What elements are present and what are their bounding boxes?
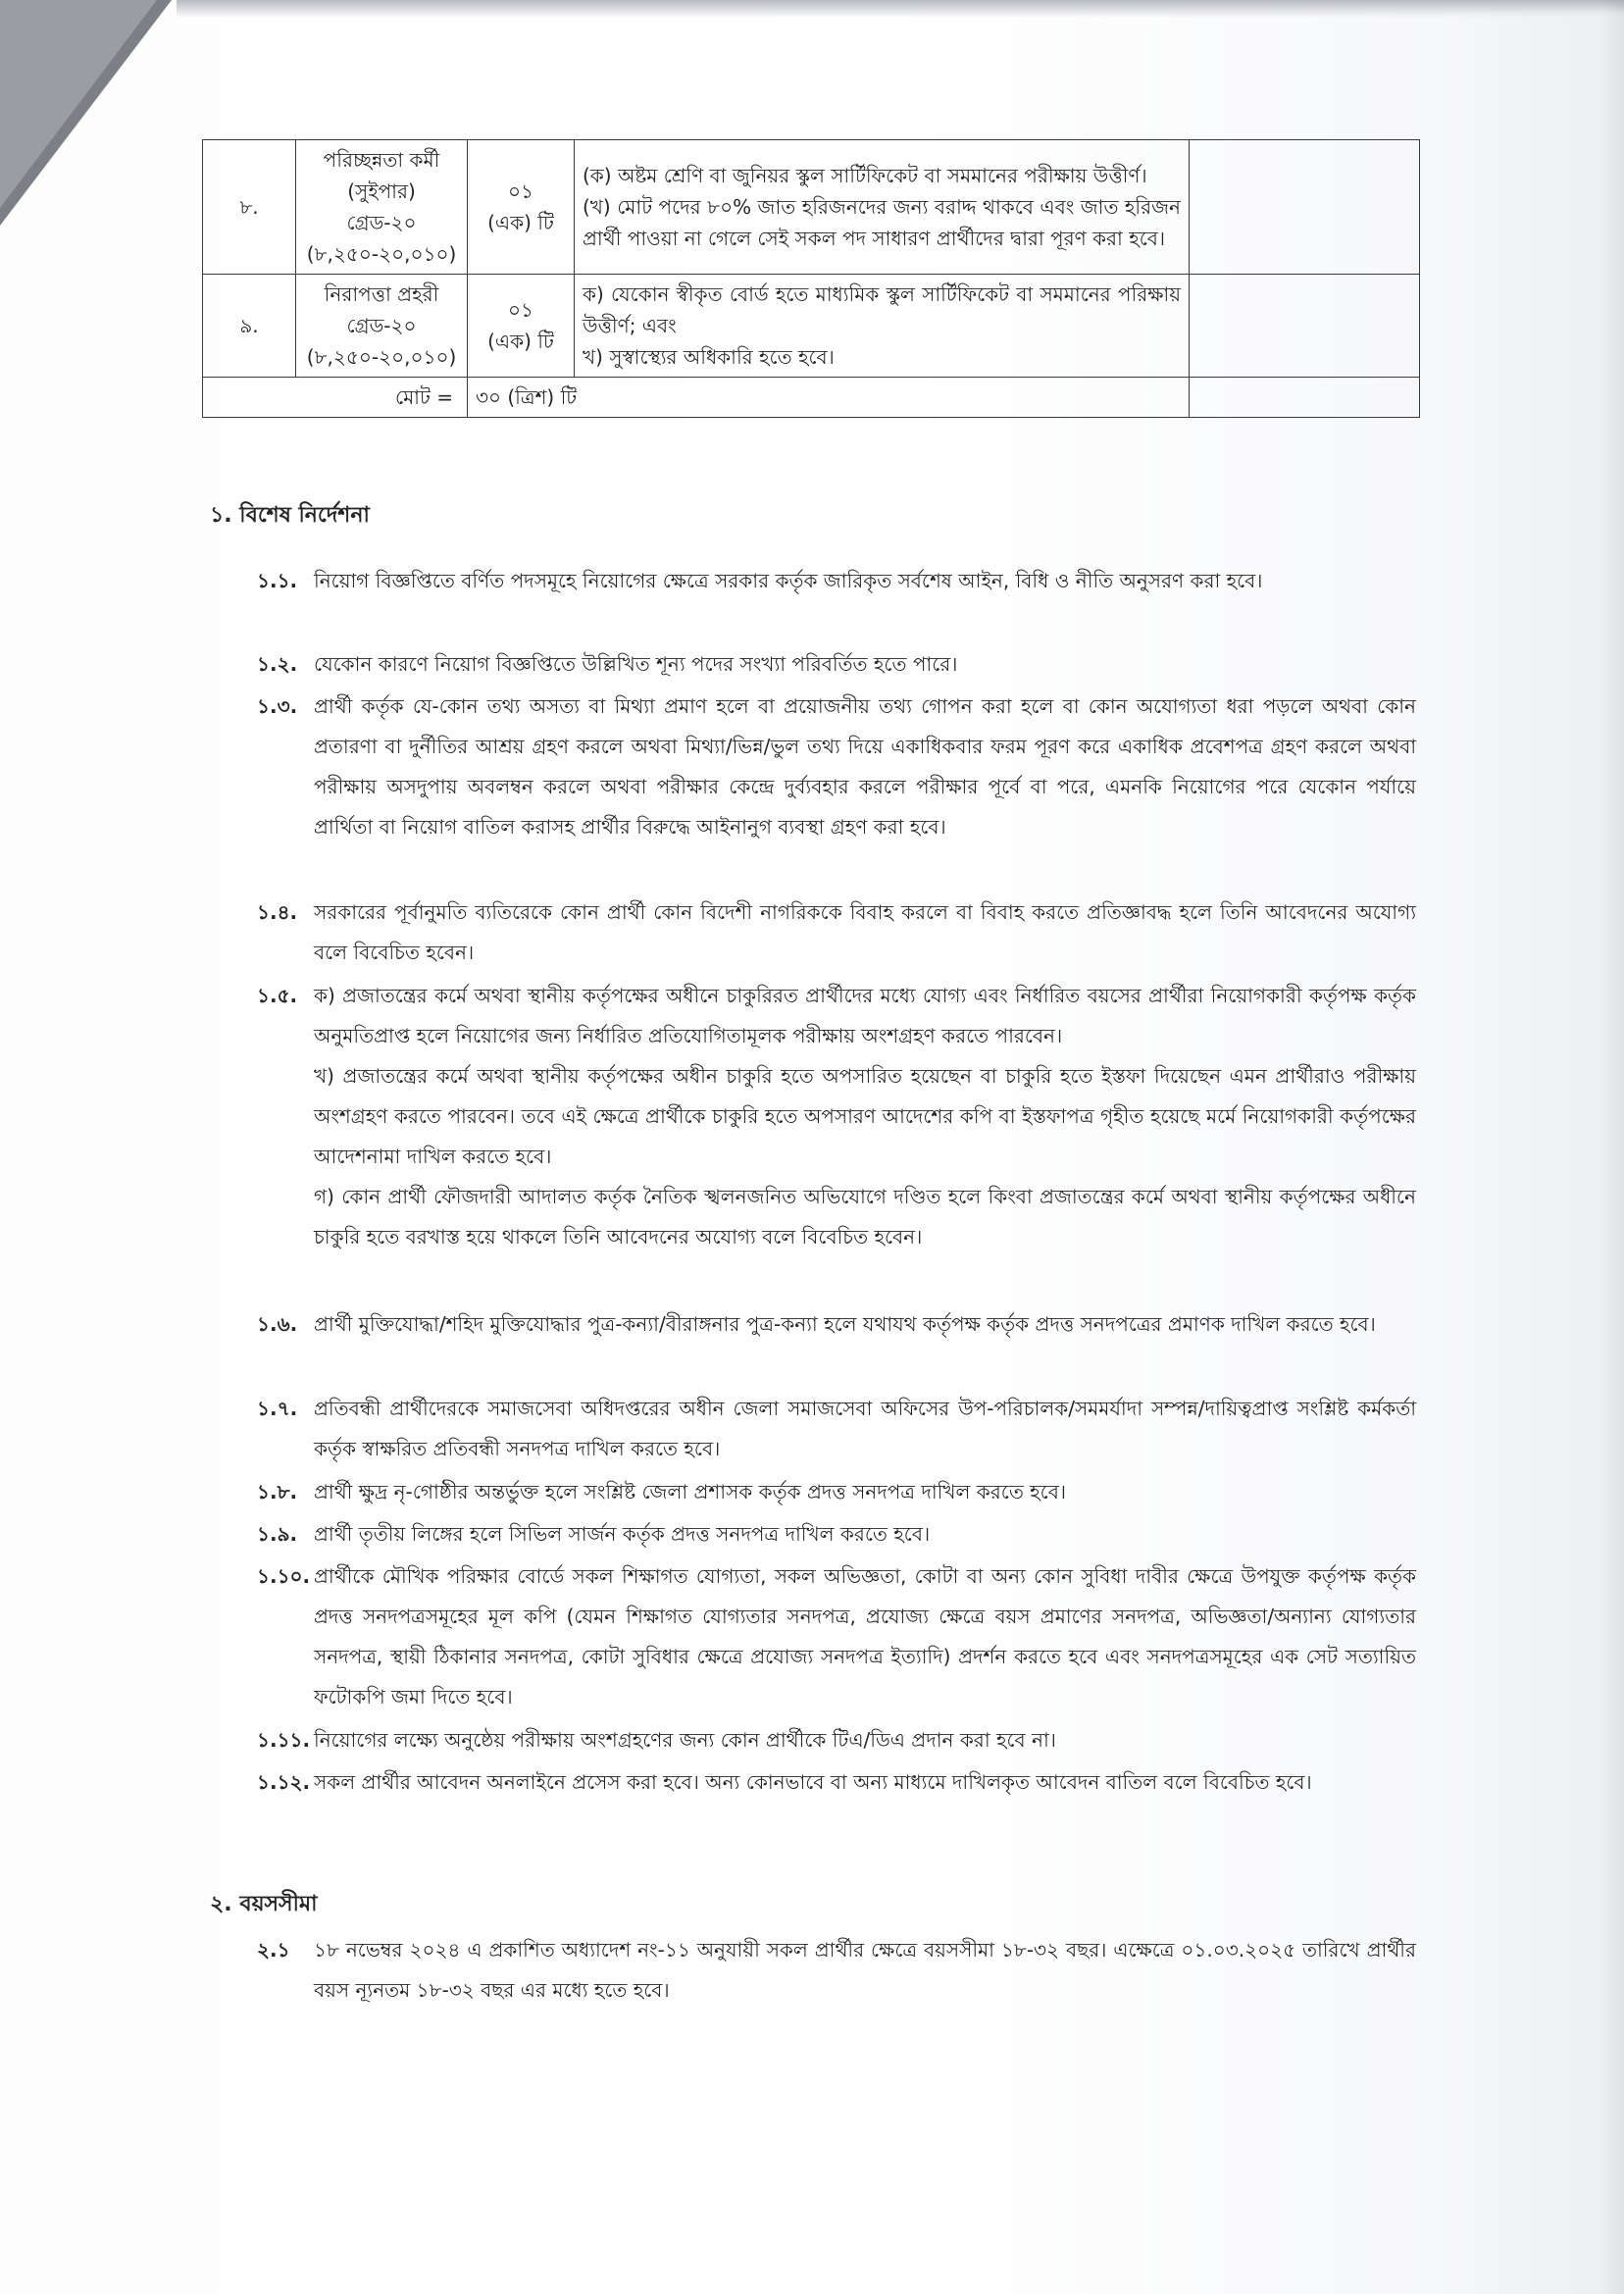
qualification-line: খ) সুস্বাস্থ্যের অধিকারি হতে হবে। bbox=[583, 345, 835, 369]
top-edge-shadow bbox=[177, 0, 1624, 18]
list-item bbox=[257, 1389, 1416, 1469]
item-text: নিয়োগ বিজ্ঞপ্তিতে বর্ণিত পদসমূহে নিয়োগের ক্ষেত্রে সরকার কর্তৃক জারিকৃত সর্বশেষ আইন, বিধি ও নীতি অনুসরণ করা হবে। bbox=[314, 569, 1263, 592]
item-number: ১.১. bbox=[257, 569, 298, 592]
empty-cell bbox=[1190, 275, 1420, 378]
folded-corner-inner bbox=[0, 0, 157, 208]
item-text: প্রার্থী ক্ষুদ্র নৃ-গোষ্ঠীর অন্তর্ভুক্ত হলে সংশ্লিষ্ট জেলা প্রশাসক কর্তৃক প্রদত্ত সনদপত্র দাখিল করতে হবে। bbox=[314, 1480, 1067, 1504]
empty-cell bbox=[1190, 140, 1420, 275]
item-number: ১.৮. bbox=[257, 1480, 298, 1504]
item-text: প্রার্থী তৃতীয় লিঙ্গের হলে সিভিল সার্জন কর্তৃক প্রদত্ত সনদপত্র দাখিল করতে হবে। bbox=[314, 1522, 931, 1546]
list-item bbox=[257, 1762, 1416, 1803]
total-label: মোট = bbox=[203, 378, 468, 418]
total-value: ৩০ (ত্রিশ) টি bbox=[468, 378, 1190, 418]
post-cell bbox=[296, 140, 468, 275]
count-line: (এক) টি bbox=[487, 211, 554, 234]
qualification-line: (ক) অষ্টম শ্রেণি বা জুনিয়র স্কুল সার্টিফিকেট বা সমমানের পরীক্ষায় উত্তীর্ণ। bbox=[583, 164, 1147, 187]
section-title: ১. বিশেষ নির্দেশনা bbox=[210, 503, 370, 528]
post-cell bbox=[296, 275, 468, 378]
item-number: ১.২. bbox=[257, 652, 298, 676]
qualification-cell bbox=[575, 140, 1190, 275]
count-line: ০১ bbox=[508, 298, 533, 322]
item-number: ১.১১. bbox=[257, 1728, 311, 1752]
qualification-line: ক) যেকোন স্বীকৃত বোর্ড হতে মাধ্যমিক স্কুল সার্টিফিকেট বা সমমানের পরিক্ষায় উত্তীর্ণ; এবং bbox=[583, 282, 1181, 337]
item-number: ১.৫. bbox=[257, 984, 298, 1007]
item-text: সকল প্রার্থীর আবেদন অনলাইনে প্রসেস করা হবে। অন্য কোনভাবে বা অন্য মাধ্যমে দাখিলকৃত আবেদন বাতিল বলে বিবেচিত হবে। bbox=[314, 1770, 1312, 1794]
item-text: ক) প্রজাতন্ত্রের কর্মে অথবা স্থানীয় কর্তৃপক্ষের অধীনে চাকুরিরত প্রার্থীদের মধ্যে যোগ্য এবং নির্ধারিত বয়সের প্রার্থীরা নিয়োগকারী কর্তৃপক্ষ কর্তৃক অনুমতিপ্রাপ্ত হলে নিয়োগের জন্য নির্ধারিত প্রতিযোগিতামূলক পরীক্ষায় অংশগ্রহণ করতে পারবেন। bbox=[314, 984, 1416, 1047]
item-number: ১.৭. bbox=[257, 1397, 298, 1420]
list-item bbox=[257, 687, 1416, 847]
item-number: ২.১ bbox=[257, 1938, 290, 1962]
item-text: প্রার্থীকে মৌখিক পরিক্ষার বোর্ডে সকল শিক্ষাগত যোগ্যতা, সকল অভিজ্ঞতা, কোটা বা অন্য কোন সুবিধা দাবীর ক্ষেত্রে উপযুক্ত কর্তৃপক্ষ কর্তৃক প্রদত্ত সনদপত্রসমূহের মূল কপি (যেমন শিক্ষাগত যোগ্যতার সনদপত্র, প্রযোজ্য ক্ষেত্রে বয়স প্রমাণের সনদপত্র, অভিজ্ঞতা/অন্যান্য যোগ্যতার সনদপত্র, স্থায়ী ঠিকানার সনদপত্র, কোটা সুবিধার ক্ষেত্রে প্রযোজ্য সনদপত্র ইত্যাদি) প্রদর্শন করতে হবে এবং সনদপত্রসমূহের এক সেট সত্যায়িত ফটোকপি জমা দিতে হবে। bbox=[314, 1564, 1416, 1708]
item-text: প্রতিবন্ধী প্রার্থীদেরকে সমাজসেবা অধিদপ্তরের অধীন জেলা সমাজসেবা অফিসের উপ-পরিচালক/সমমর্যাদা সম্পন্ন/দায়িত্বপ্রাপ্ত সংশ্লিষ্ট কর্মকর্তা কর্তৃক স্বাক্ষরিত প্রতিবন্ধী সনদপত্র দাখিল করতে হবে। bbox=[314, 1397, 1416, 1460]
list-item bbox=[257, 1720, 1416, 1760]
list-item bbox=[257, 644, 1416, 685]
count-cell bbox=[468, 275, 575, 378]
qualification-line: (খ) মোট পদের ৮০% জাত হরিজনদের জন্য বরাদ্দ থাকবে এবং জাত হরিজন প্রার্থী পাওয়া না গেলে সেই সকল পদ সাধারণ প্রার্থীদের দ্বারা পূরণ করা হবে। bbox=[583, 195, 1181, 250]
item-text: নিয়োগের লক্ষ্যে অনুষ্ঠেয় পরীক্ষায় অংশগ্রহণের জন্য কোন প্রার্থীকে টিএ/ডিএ প্রদান করা হবে না। bbox=[314, 1728, 1056, 1752]
item-number: ১.৪. bbox=[257, 900, 298, 924]
right-edge-shadow bbox=[1600, 0, 1624, 2294]
serial-cell: ৯. bbox=[203, 275, 296, 378]
count-cell bbox=[468, 140, 575, 275]
list-item bbox=[257, 1472, 1416, 1512]
item-text: যেকোন কারণে নিয়োগ বিজ্ঞপ্তিতে উল্লিখিত শূন্য পদের সংখ্যা পরিবর্তিত হতে পারে। bbox=[314, 652, 958, 676]
item-text: সরকারের পূর্বানুমতি ব্যতিরেকে কোন প্রার্থী কোন বিদেশী নাগরিককে বিবাহ করলে বা বিবাহ করতে প্রতিজ্ঞাবদ্ধ হলে তিনি আবেদনের অযোগ্য বলে বিবেচিত হবেন। bbox=[314, 900, 1416, 964]
count-line: ০১ bbox=[508, 179, 533, 203]
item-text: প্রার্থী কর্তৃক যে-কোন তথ্য অসত্য বা মিথ্যা প্রমাণ হলে বা প্রয়োজনীয় তথ্য গোপন করা হলে বা কোন অযোগ্যতা ধরা পড়লে অথবা কোন প্রতারণা বা দুর্নীতির আশ্রয় গ্রহণ করলে অথবা মিথ্যা/ভিন্ন/ভুল তথ্য দিয়ে একাধিকবার ফরম পূরণ করে একাধিক প্রবেশপত্র গ্রহণ করলে অথবা পরীক্ষায় অসদুপায় অবলম্বন করলে অথবা পরীক্ষার কেন্দ্রে দুর্ব্যবহার করলে পরীক্ষার পূর্বে বা পরে, এমনকি নিয়োগের পরে যেকোন পর্যায়ে প্রার্থিতা বা নিয়োগ বাতিল করাসহ প্রার্থীর বিরুদ্ধে আইনানুগ ব্যবস্থা গ্রহণ করা হবে। bbox=[314, 694, 1416, 839]
post-line: নিরাপত্তা প্রহরী bbox=[324, 282, 439, 306]
count-line: (এক) টি bbox=[487, 330, 554, 353]
post-line: পরিচ্ছন্নতা কর্মী bbox=[323, 148, 440, 172]
posts-table bbox=[202, 139, 1420, 418]
post-line: (৮,২৫০-২০,০১০) bbox=[306, 242, 457, 266]
item-text: ১৮ নভেম্বর ২০২৪ এ প্রকাশিত অধ্যাদেশ নং-১১ অনুযায়ী সকল প্রার্থীর ক্ষেত্রে বয়সসীমা ১৮-৩২ বছর। এক্ষেত্রে ০১.০৩.২০২৫ তারিখে প্রার্থীর বয়স ন্যূনতম ১৮-৩২ বছর এর মধ্যে হতে হবে। bbox=[314, 1938, 1416, 2002]
serial-cell: ৮. bbox=[203, 140, 296, 275]
item-number: ১.৬. bbox=[257, 1312, 298, 1336]
item-subtext: গ) কোন প্রার্থী ফৌজদারী আদালত কর্তৃক নৈতিক স্খলনজনিত অভিযোগে দণ্ডিত হলে কিংবা প্রজাতন্ত্রের কর্মে অথবা স্থানীয় কর্তৃপক্ষের অধীনে চাকুরি হতে বরখাস্ত হয়ে থাকলে তিনি আবেদনের অযোগ্য বলে বিবেচিত হবেন। bbox=[314, 1185, 1416, 1249]
post-line: (৮,২৫০-২০,০১০) bbox=[306, 345, 457, 369]
item-number: ১.৩. bbox=[257, 694, 298, 718]
list-item bbox=[257, 1514, 1416, 1555]
post-line: (সুইপার) bbox=[347, 179, 416, 203]
item-number: ১.১০. bbox=[257, 1564, 311, 1588]
list-item bbox=[257, 892, 1416, 973]
empty-cell bbox=[1190, 378, 1420, 418]
total-row bbox=[203, 378, 1420, 418]
item-number: ১.১২. bbox=[257, 1770, 311, 1794]
post-line: গ্রেড-২০ bbox=[346, 314, 417, 337]
list-item bbox=[257, 1556, 1416, 1717]
list-item bbox=[257, 1304, 1416, 1345]
item-text: প্রার্থী মুক্তিযোদ্ধা/শহিদ মুক্তিযোদ্ধার পুত্র-কন্যা/বীরাঙ্গনার পুত্র-কন্যা হলে যথাযথ কর্তৃপক্ষ কর্তৃক প্রদত্ত সনদপত্রের প্রমাণক দাখিল করতে হবে। bbox=[314, 1312, 1376, 1336]
list-item bbox=[257, 1930, 1416, 2011]
qualification-cell bbox=[575, 275, 1190, 378]
item-number: ১.৯. bbox=[257, 1522, 298, 1546]
post-line: গ্রেড-২০ bbox=[346, 211, 417, 234]
section-title: ২. বয়সসীমা bbox=[210, 1892, 318, 1916]
table-row bbox=[203, 275, 1420, 378]
list-item bbox=[257, 561, 1416, 601]
list-item bbox=[257, 976, 1416, 1257]
table-row bbox=[203, 140, 1420, 275]
item-subtext: খ) প্রজাতন্ত্রের কর্মে অথবা স্থানীয় কর্তৃপক্ষের অধীন চাকুরি হতে অপসারিত হয়েছেন বা চাকুরি হতে ইস্তফা দিয়েছেন এমন প্রার্থীরাও পরীক্ষায় অংশগ্রহণ করতে পারবেন। তবে এই ক্ষেত্রে প্রার্থীকে চাকুরি হতে অপসারণ আদেশের কপি বা ইস্তফাপত্র গৃহীত হয়েছে মর্মে নিয়োগকারী কর্তৃপক্ষের আদেশনামা দাখিল করতে হবে। bbox=[314, 1064, 1416, 1168]
